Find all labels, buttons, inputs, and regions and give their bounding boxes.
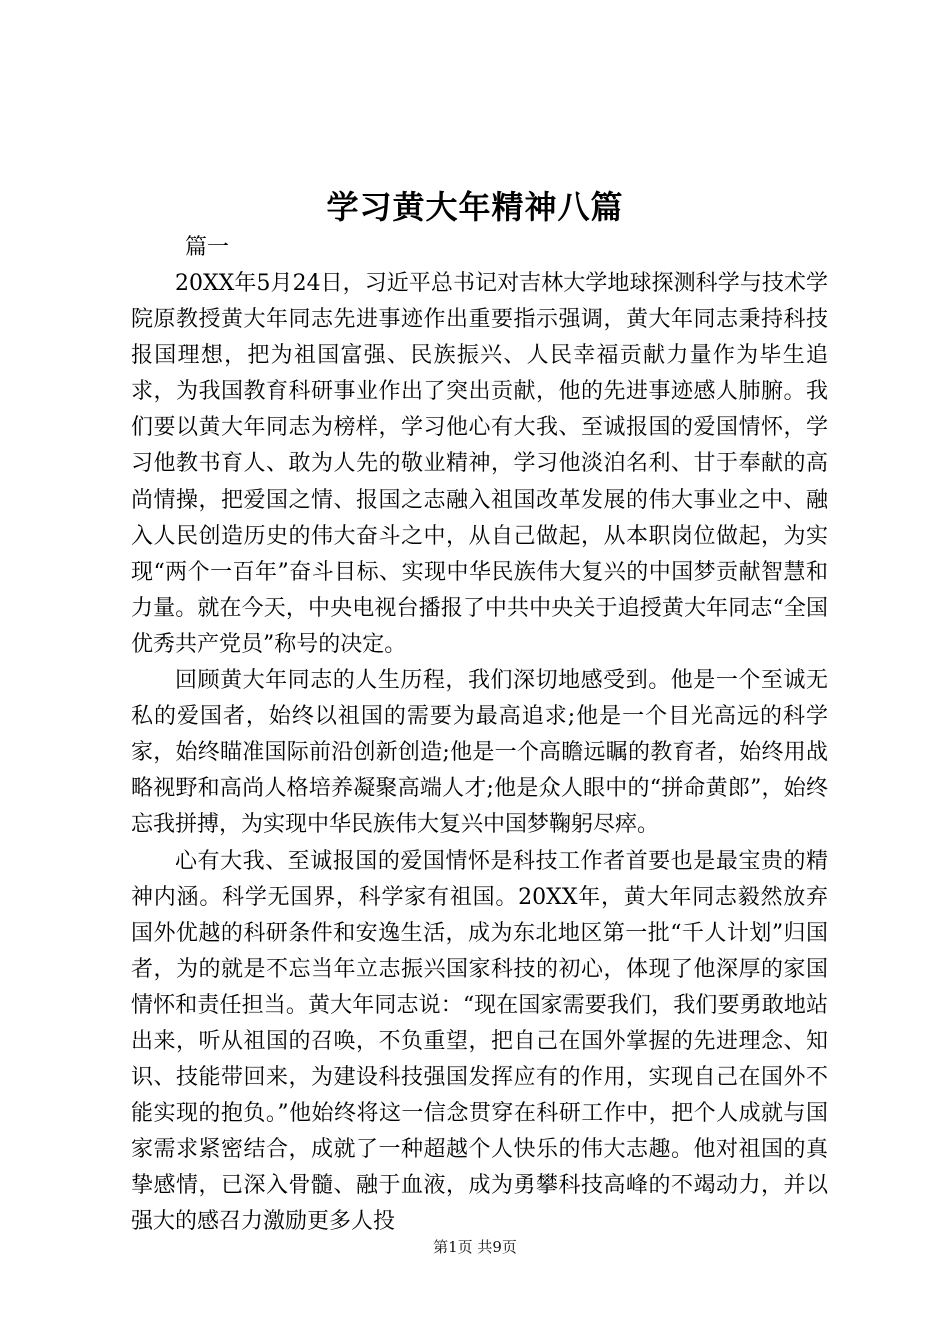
- paragraph-1: 20XX年5月24日，习近平总书记对吉林大学地球探测科学与技术学院原教授黄大年同志先进事迹作出重要指示强调，黄大年同志秉持科技报国理想，把为祖国富强、民族振兴、人民幸福贡献力量作为毕生追求，为我国教育科研事业作出了突出贡献，他的先进事迹感人肺腑。我们要以黄大年同志为榜样，学习他心有大我、至诚报国的爱国情怀，学习他教书育人、敢为人先的敬业精神，学习他淡泊名利、甘于奉献的高尚情操，把爱国之情、报国之志融入祖国改革发展的伟大事业之中、融入人民创造历史的伟大奋斗之中，从自己做起，从本职岗位做起，为实现“两个一百年”奋斗目标、实现中华民族伟大复兴的中国梦贡献智慧和力量。就在今天，中央电视台播报了中共中央关于追授黄大年同志“全国优秀共产党员”称号的决定。: [131, 271, 828, 657]
- paragraph-2: 回顾黄大年同志的人生历程，我们深切地感受到。他是一个至诚无私的爱国者，始终以祖国的需要为最高追求;他是一个目光高远的科学家，始终瞄准国际前沿创新创造;他是一个高瞻远瞩的教育者，始终用战略视野和高尚人格培养凝聚高端人才;他是众人眼中的“拼命黄郎”，始终忘我拼搏，为实现中华民族伟大复兴中国梦鞠躬尽瘁。: [131, 668, 828, 838]
- section-label: 篇一: [185, 235, 230, 260]
- page-footer: 第1页 共9页: [433, 1238, 517, 1256]
- document-title: 学习黄大年精神八篇: [326, 188, 624, 226]
- document-body: [131, 230, 828, 1241]
- paragraph-3: 心有大我、至诚报国的爱国情怀是科技工作者首要也是最宝贵的精神内涵。科学无国界，科学家有祖国。20XX年，黄大年同志毅然放弃国外优越的科研条件和安逸生活，成为东北地区第一批“千人计划”归国者，为的就是不忘当年立志振兴国家科技的初心，体现了他深厚的家国情怀和责任担当。黄大年同志说：“现在国家需要我们，我们要勇敢地站出来，听从祖国的召唤，不负重望，把自己在国外掌握的先进理念、知识、技能带回来，为建设科技强国发挥应有的作用，实现自己在国外不能实现的抱负。”他始终将这一信念贯穿在科研工作中，把个人成就与国家需求紧密结合，成就了一种超越个人快乐的伟大志趣。他对祖国的真挚感情，已深入骨髓、融于血液，成为勇攀科技高峰的不竭动力，并以强大的感召力激励更多人投: [131, 848, 828, 1235]
